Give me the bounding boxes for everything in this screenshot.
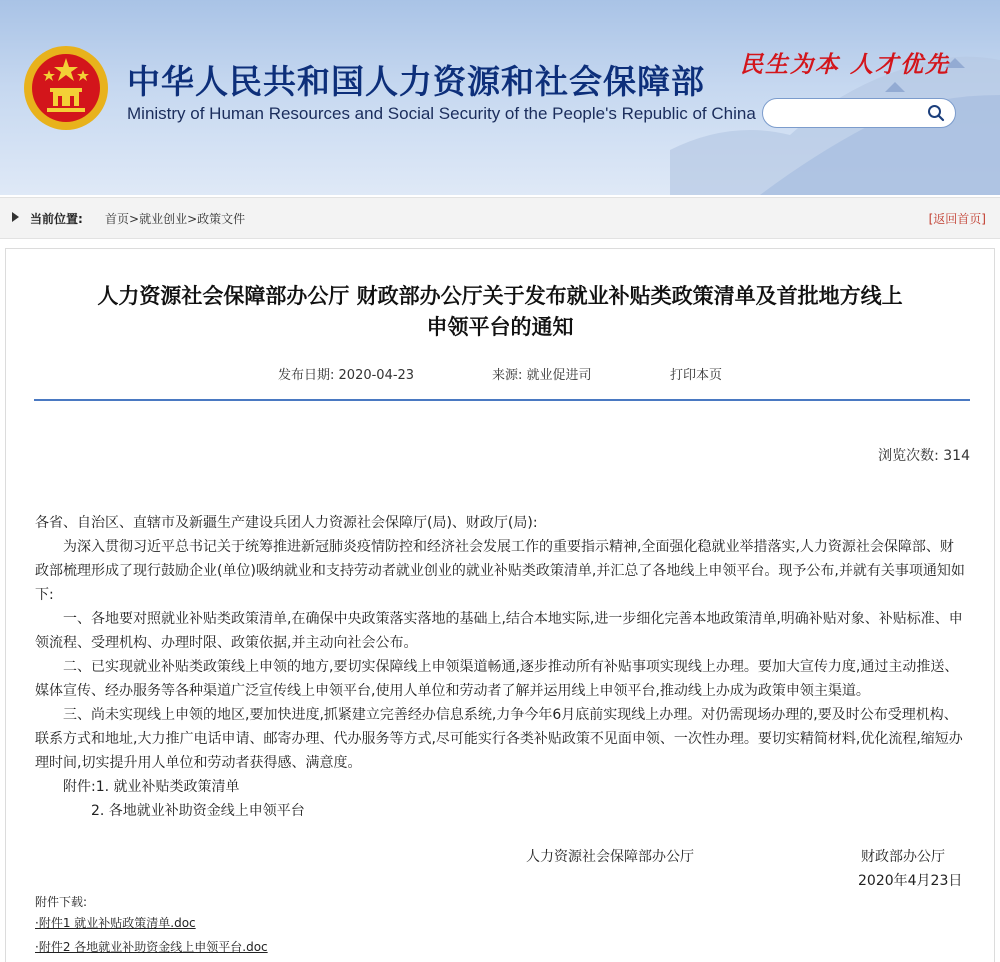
search-input[interactable] <box>775 103 927 125</box>
slogan: 民生为本 人才优先 <box>740 51 951 78</box>
source-label: 来源: <box>492 368 523 383</box>
site-title: 中华人民共和国人力资源和社会保障部 <box>127 62 705 101</box>
signer-mof: 财政部办公厅 <box>861 849 945 865</box>
source-value: 就业促进司 <box>526 368 592 383</box>
breadcrumb-path <box>105 210 245 227</box>
view-count <box>878 445 970 465</box>
view-count-value: 314 <box>943 448 970 464</box>
body-paragraph: 为深入贯彻习近平总书记关于统筹推进新冠肺炎疫情防控和经济社会发展工作的重要指示精神,全面强化稳就业举措落实,人力资源社会保障部、财政部梳理形成了现行鼓励企业(单位)吸纳就业和支持劳动者就业创业的就业补贴类政策清单,并汇总了各地线上申领平台。现予公布,并就有关事项通知如下: <box>35 539 965 603</box>
breadcrumb-item-policy-docs[interactable]: 政策文件 <box>197 212 246 226</box>
attachment-link-1[interactable]: ·附件1 就业补贴政策清单.doc <box>35 916 196 930</box>
body-paragraph: 二、已实现就业补贴类政策线上申领的地方,要切实保障线上申领渠道畅通,逐步推动所有补贴事项实现线上办理。要加大宣传力度,通过主动推送、媒体宣传、经办服务等各种渠道广泛宣传线上申领平台,使用人单位和劳动者了解并运用线上申领平台,推动线上办成为政策申领主渠道。 <box>35 659 959 699</box>
breadcrumb-item-home[interactable]: 首页 <box>105 212 130 226</box>
publish-date-value: 2020-04-23 <box>338 368 415 383</box>
breadcrumb-separator: > <box>187 212 198 226</box>
salutation: 各省、自治区、直辖市及新疆生产建设兵团人力资源社会保障厅(局)、财政厅(局): <box>35 515 538 531</box>
back-home-link[interactable]: [返回首页] <box>928 212 986 226</box>
sign-date: 2020年4月23日 <box>858 873 963 889</box>
arrow-right-icon <box>12 212 19 222</box>
article-title <box>36 281 964 343</box>
article-body <box>35 511 965 823</box>
publish-date <box>278 364 414 383</box>
attachments-label: 附件下载: <box>35 895 88 909</box>
national-emblem-icon <box>22 44 110 132</box>
title-divider <box>34 399 970 401</box>
article-source <box>492 364 592 383</box>
site-subtitle: Ministry of Human Resources and Social Security of the People's Republic of China <box>127 104 756 123</box>
search-box[interactable] <box>762 98 956 128</box>
breadcrumb <box>0 197 1000 239</box>
search-icon[interactable] <box>927 104 945 122</box>
attachment-note: 附件:1. 就业补贴类政策清单 <box>63 779 240 795</box>
body-paragraph: 三、尚未实现线上申领的地区,要加快进度,抓紧建立完善经办信息系统,力争今年6月底前实现线上办理。对仍需现场办理的,要及时公布受理机构、联系方式和地址,大力推广电话申请、邮寄办理、代办服务等方式,尽可能实行各类补贴政策不见面申领、一次性办理。要切实精简材料,优化流程,缩短办理时间,切实提升用人单位和劳动者获得感、满意度。 <box>35 707 963 771</box>
signer-hrss: 人力资源社会保障部办公厅 <box>526 849 694 865</box>
attachment-link-2[interactable]: ·附件2 各地就业补助资金线上申领平台.doc <box>35 940 268 954</box>
body-paragraph: 一、各地要对照就业补贴类政策清单,在确保中央政策落实落地的基础上,结合本地实际,进一步细化完善本地政策清单,明确补贴对象、补贴标准、申领流程、受理机构、办理时限、政策依据,并主动向社会公布。 <box>35 611 963 651</box>
article-title-line: 人力资源社会保障部办公厅 财政部办公厅关于发布就业补贴类政策清单及首批地方线上 <box>97 284 903 308</box>
breadcrumb-separator: > <box>129 212 140 226</box>
article-container <box>5 248 995 962</box>
attachment-note: 2. 各地就业补助资金线上申领平台 <box>91 803 305 819</box>
publish-date-label: 发布日期: <box>278 368 335 383</box>
breadcrumb-item-employment[interactable]: 就业创业 <box>139 212 188 226</box>
breadcrumb-label: 当前位置: <box>30 212 83 226</box>
article-title-line: 申领平台的通知 <box>426 315 574 339</box>
site-header <box>0 0 1000 195</box>
view-count-label: 浏览次数: <box>878 448 939 464</box>
print-page-link[interactable]: 打印本页 <box>670 368 723 383</box>
